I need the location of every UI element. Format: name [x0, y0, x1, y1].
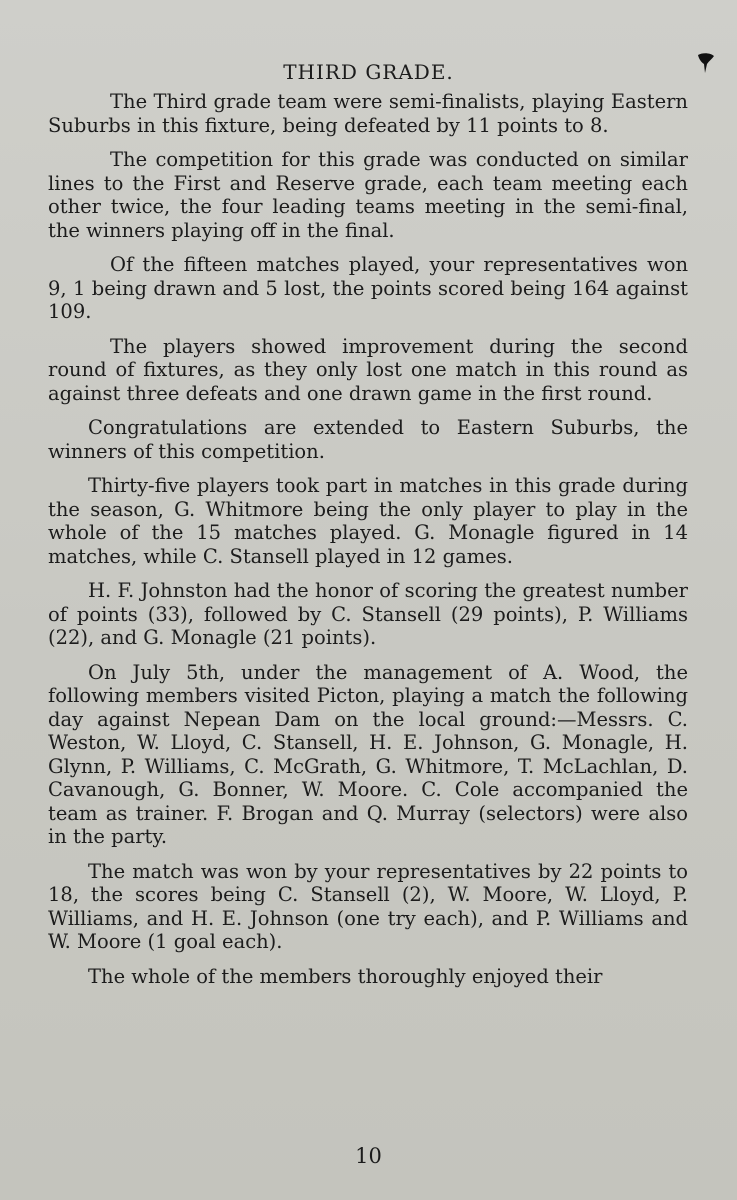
paragraph-7: H. F. Johnston had the honor of scoring the greatest number of points (33), followed by C. Stansell (29 points), P. Williams (22), and G. Monagle (21 points).	[48, 579, 688, 649]
paragraph-10: The whole of the members thoroughly enjoyed their	[88, 964, 603, 988]
page-number: 10	[355, 1144, 382, 1168]
ink-mark-icon	[697, 52, 715, 74]
paragraph-3: Of the fifteen matches played, your representatives won 9, 1 being drawn and 5 lost, the points scored being 164 against 109.	[48, 253, 688, 323]
paragraph-8: On July 5th, under the management of A. Wood, the following members visited Picton, playing a match the following day against Nepean Dam on the local ground:—Messrs. C. Weston, W. Lloyd, C. Stansell, H. E. Johnson, G. Monagle, H. Glynn, P. Williams, C. McGrath, G. Whitmore, T. McLachlan, D. Cavanough, G. Bonner, W. Moore. C. Cole accompanied the team as trainer. F. Brogan and Q. Murray (selectors) were also in the party.	[48, 660, 688, 848]
paragraph-2: The competition for this grade was conducted on similar lines to the First and Reserve grade, each team meeting each other twice, the four leading teams meeting in the semi-final, the winners playing off in the final.	[48, 148, 688, 242]
paragraph-5: Congratulations are extended to Eastern Suburbs, the winners of this competition.	[48, 416, 688, 463]
paragraph-9: The match was won by your representatives by 22 points to 18, the scores being C. Stansell (2), W. Moore, W. Lloyd, P. Williams, and H. E. Johnson (one try each), and P. Williams and W. Moore (1 goal each).	[48, 859, 688, 953]
body-text	[48, 90, 688, 999]
paragraph-4: The players showed improvement during the second round of fixtures, as they only lost one match in this round as against three defeats and one drawn game in the first round.	[48, 334, 688, 405]
section-heading: THIRD GRADE.	[283, 60, 454, 84]
paragraph-1: The Third grade team were semi-finalists, playing Eastern Suburbs in this fixture, being defeated by 11 points to 8.	[48, 90, 688, 137]
paragraph-6: Thirty-five players took part in matches in this grade during the season, G. Whitmore being the only player to play in the whole of the 15 matches played. G. Monagle figured in 14 matches, while C. Stansell played in 12 games.	[48, 474, 688, 568]
